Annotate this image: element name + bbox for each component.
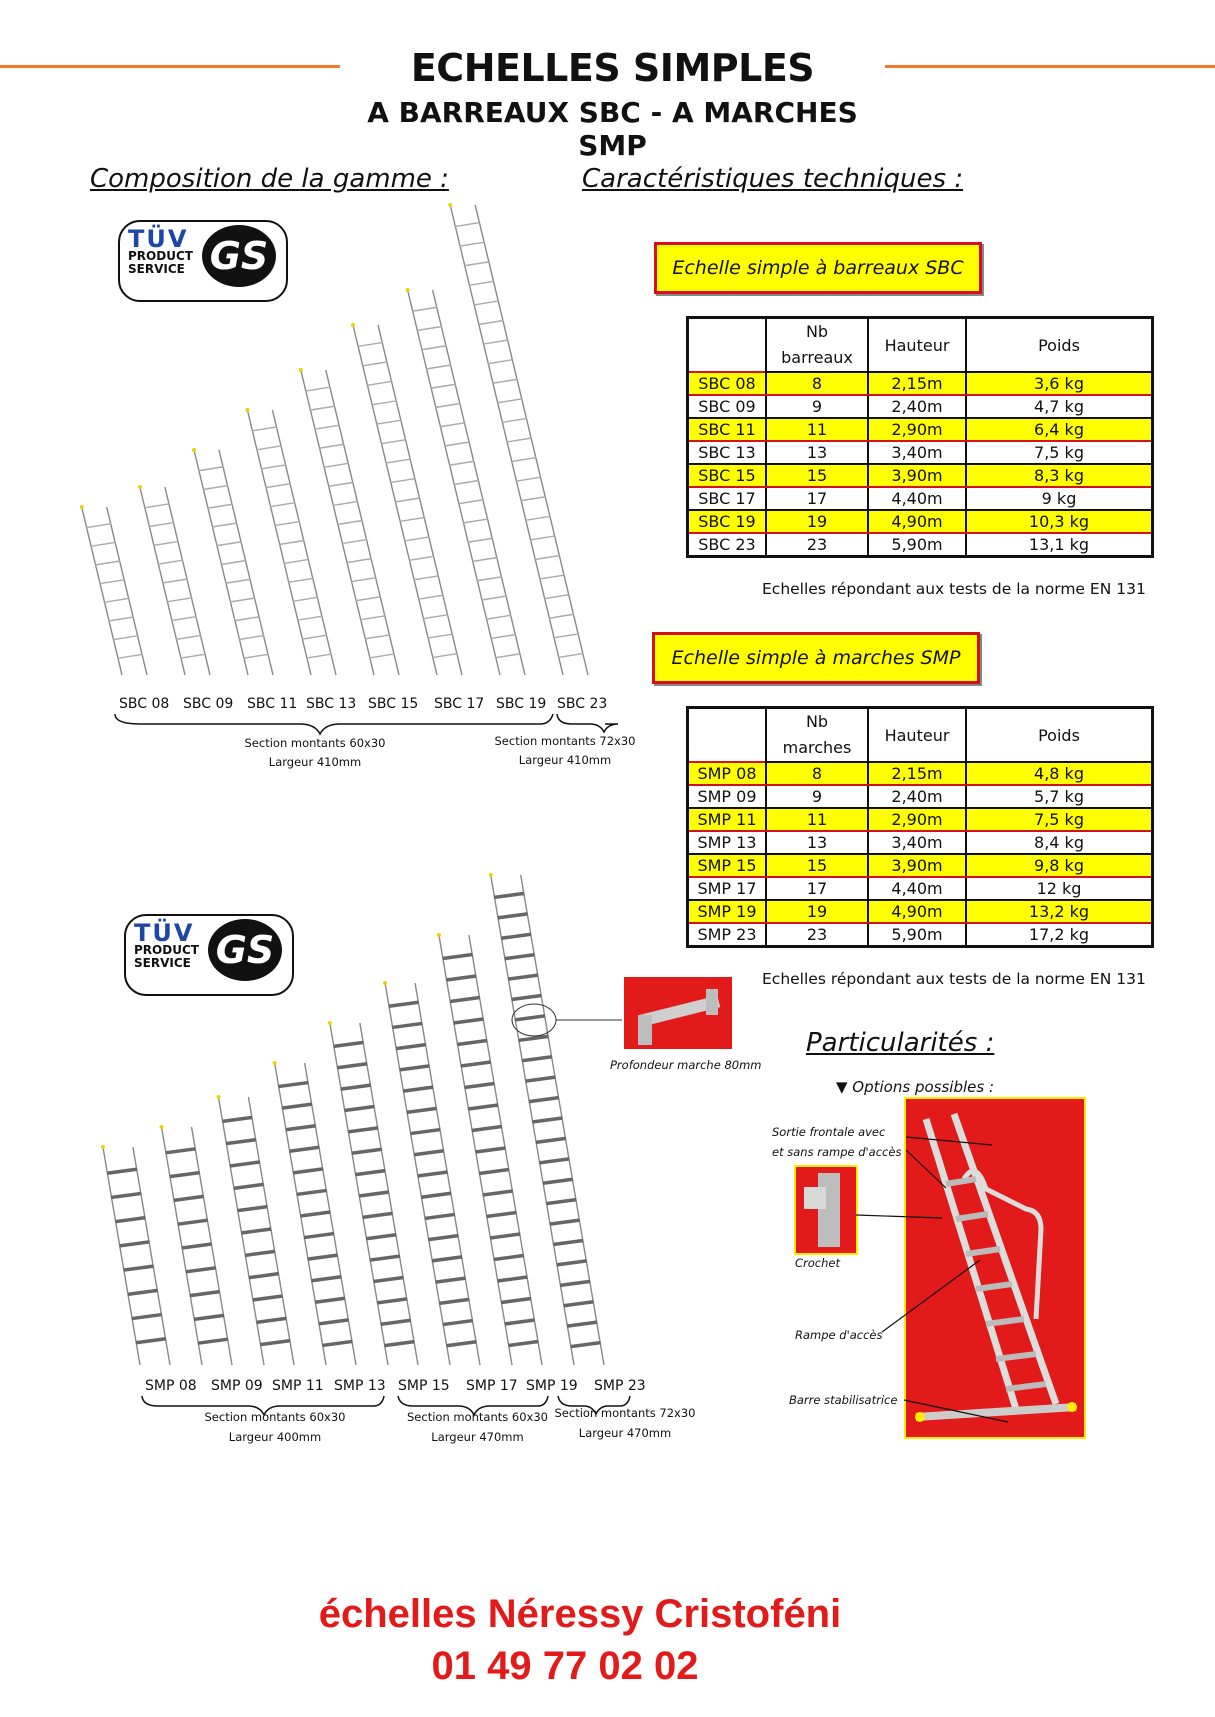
smp-label: SMP 17 [466,1378,518,1394]
table-row: SBC 23 23 5,90m 13,1 kg [688,533,1153,557]
sbc-banner: Echelle simple à barreaux SBC [654,242,982,294]
crochet-label: Crochet [795,1256,840,1270]
col-header-hauteur: Hauteur [868,708,966,763]
ladder-drawing [448,203,588,675]
smp-label: SMP 23 [594,1378,646,1394]
smp-norm-note: Echelles répondant aux tests de la norme EN 131 [762,970,1146,988]
sbc-section-2: Section montants 72x30 Largeur 410mm [494,734,636,767]
table-row: SMP 08 8 2,15m 4,8 kg [688,762,1153,785]
sbc-label: SBC 13 [306,696,357,712]
table-header-row [688,318,1153,373]
smp-label: SMP 11 [272,1378,324,1394]
smp-section-3: Section montants 72x30 Largeur 470mm [554,1406,696,1440]
sbc-label: SBC 19 [496,696,547,712]
table-row: SMP 23 23 5,90m 17,2 kg [688,923,1153,947]
ladder-drawing [216,1095,294,1365]
smp-label: SMP 19 [526,1378,578,1394]
table-row: SMP 09 9 2,40m 5,7 kg [688,785,1153,808]
table-row: SBC 09 9 2,40m 4,7 kg [688,395,1153,418]
table-row: SBC 08 8 2,15m 3,6 kg [688,372,1153,395]
tuv-gs-logo: TÜV PRODUCT SERVICE GS [124,914,294,996]
smp-label: SMP 08 [145,1378,197,1394]
table-row: SMP 13 13 3,40m 8,4 kg [688,831,1153,854]
table-row: SBC 13 13 3,40m 7,5 kg [688,441,1153,464]
table-row: SBC 17 17 4,40m 9 kg [688,487,1153,510]
col-header-poids: Poids [966,708,1153,763]
company-phone: 01 49 77 02 02 [431,1644,699,1688]
ladder-drawing [192,448,273,675]
smp-spec-table [686,706,1154,948]
smp-section-1: Section montants 60x30 Largeur 400mm [204,1410,346,1444]
sbc-label: SBC 08 [119,696,170,712]
ladder-drawing [351,323,462,675]
ladder-drawing [138,485,210,675]
ladder-drawing [328,1021,418,1365]
rampe-label: Rampe d'accès [795,1328,883,1342]
callout-arrows [840,1120,1040,1440]
table-row: SMP 19 19 4,90m 13,2 kg [688,900,1153,923]
col-header-hauteur: Hauteur [868,318,966,373]
sbc-norm-note: Echelles répondant aux tests de la norme EN 131 [762,580,1146,598]
header-rule-left [0,65,340,68]
ladder-drawing [299,368,399,675]
table-row: SMP 11 11 2,90m 7,5 kg [688,808,1153,831]
sbc-label: SBC 11 [247,696,298,712]
sbc-section-1: Section montants 60x30 Largeur 410mm [244,736,386,769]
sbc-label: SBC 09 [183,696,234,712]
tuv-gs-logo: TÜV PRODUCT SERVICE GS [118,220,288,302]
sbc-label: SBC 17 [434,696,485,712]
table-row: SBC 15 15 3,90m 8,3 kg [688,464,1153,487]
sbc-braces [110,710,620,736]
page-title: ECHELLES SIMPLES [410,46,815,90]
col-header-nb: Nb marches [766,708,868,763]
ladder-drawing [101,1145,170,1365]
title-box [340,38,885,162]
table-header-row [688,708,1153,763]
table-row: SBC 19 19 4,90m 10,3 kg [688,510,1153,533]
smp-label: SMP 09 [211,1378,263,1394]
smp-label: SMP 13 [334,1378,386,1394]
table-row: SMP 17 17 4,40m 12 kg [688,877,1153,900]
sbc-label: SBC 23 [557,696,608,712]
table-row: SBC 11 11 2,90m 6,4 kg [688,418,1153,441]
composition-heading: Composition de la gamme : [90,164,449,194]
caracteristiques-heading: Caractéristiques techniques : [582,164,964,194]
col-header-nb: Nb barreaux [766,318,868,373]
ladder-drawing [80,505,147,675]
smp-label: SMP 15 [398,1378,450,1394]
table-row: SMP 15 15 3,90m 9,8 kg [688,854,1153,877]
smp-banner: Echelle simple à marches SMP [652,632,980,684]
ladder-drawing [383,981,480,1365]
sbc-label: SBC 15 [368,696,419,712]
ladder-drawing [489,873,604,1365]
sbc-spec-table [686,316,1154,558]
company-name: échelles Néressy Cristoféni [318,1592,842,1636]
col-header-poids: Poids [966,318,1153,373]
sortie-frontale-label: Sortie frontale avec et sans rampe d'accès [772,1125,902,1159]
profondeur-label: Profondeur marche 80mm [610,1058,762,1072]
smp-section-2: Section montants 60x30 Largeur 470mm [407,1410,548,1444]
sbc-ladders-illustration [80,195,620,695]
step-detail-callout [510,975,740,1065]
barre-label: Barre stabilisatrice [789,1393,898,1407]
ladder-drawing [160,1125,232,1365]
smp-ladders-illustration [88,865,668,1385]
particularites-heading: Particularités : [806,1028,995,1058]
page-subtitle: A BARREAUX SBC - A MARCHES SMP [367,96,858,162]
options-heading: ▼ Options possibles : [836,1078,994,1096]
